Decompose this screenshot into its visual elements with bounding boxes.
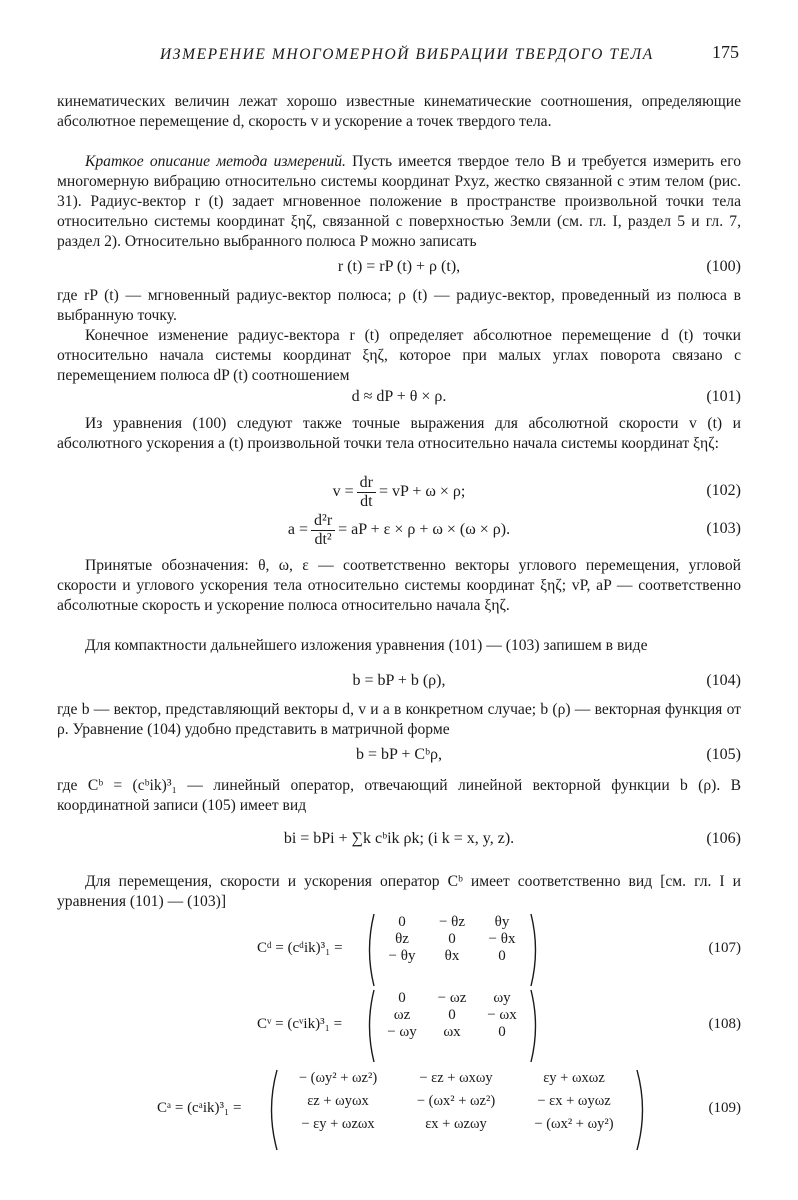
equation-100 (57, 256, 741, 282)
paragraph-method-description (57, 152, 741, 252)
equation-104 (57, 670, 741, 696)
equation-106-formula: bi = bPi + ∑k cᵇik ρk; (i k = x, y, z). (283, 830, 515, 847)
equation-104-number: (104) (706, 672, 741, 689)
equation-102 (57, 474, 741, 514)
equation-101-number: (101) (706, 388, 741, 405)
matrix-109-cell: − (ωy² + ωz²) (298, 1070, 378, 1086)
equation-103-rhs: = aP + ε × ρ + ω × (ω × ρ). (338, 521, 511, 539)
paragraph-linear-operator: где Cᵇ = (cᵇik)³₁ — линейный оператор, отвечающий линейной векторной функции b (ρ). В координатной записи (105) имеет вид (57, 777, 741, 814)
matrix-107-cell: θy (494, 914, 510, 930)
paragraph-displacement: Конечное изменение радиус-вектора r (t) определяет абсолютное перемещение d (t) точки относительно начала системы координат ξηζ, которое при малых углах поворота связано с перемещением полюса dP (t) соотношением (57, 327, 741, 384)
equation-106-number: (106) (706, 830, 741, 847)
matrix-107-cell: 0 (398, 914, 406, 930)
equation-103-numerator: d²r (311, 512, 335, 531)
equation-102-number: (102) (706, 482, 741, 499)
equation-102-lhs: v = (332, 483, 354, 501)
paragraph-compact-form: Для компактности дальнейшего изложения уравнения (101) — (103) запишем в виде (85, 637, 648, 654)
equation-103-lhs: a = (287, 521, 309, 539)
right-paren-icon (635, 1068, 649, 1152)
matrix-109-cell: εz + ωyωx (307, 1093, 369, 1109)
matrix-108-cell: ωz (393, 1007, 411, 1023)
method-lead-in: Краткое описание метода измерений. (85, 153, 346, 170)
right-paren-icon (529, 988, 541, 1064)
equation-100-formula: r (t) = rP (t) + ρ (t), (337, 258, 461, 275)
matrix-109-cell: − εz + ωxωy (419, 1070, 493, 1086)
equation-102-fraction (357, 474, 376, 511)
matrix-107-cell: 0 (448, 931, 456, 947)
right-paren-icon (529, 912, 541, 988)
equation-102-numerator: dr (357, 474, 376, 493)
equation-100-number: (100) (706, 258, 741, 275)
page-number: 175 (712, 42, 739, 62)
left-paren-icon (364, 912, 376, 988)
equation-109-number: (109) (708, 1100, 741, 1116)
matrix-108-cell: − ωx (487, 1007, 517, 1023)
matrix-108 (377, 990, 527, 1041)
matrix-108-cell: 0 (448, 1007, 456, 1023)
equation-108-lhs: Cᵛ = (cᵛik)³₁ = (257, 1016, 343, 1032)
matrix-107-cell: θz (395, 931, 409, 947)
matrix-108-cell: ωy (493, 990, 511, 1006)
equation-105-formula: b = bP + Cᵇρ, (356, 746, 442, 763)
equation-103-denominator: dt² (314, 531, 332, 548)
matrix-108-cell: − ωy (387, 1024, 417, 1040)
equation-101-formula: d ≈ dP + θ × ρ. (351, 388, 447, 405)
matrix-109-cell: − (ωx² + ωz²) (416, 1093, 496, 1109)
matrix-108-cell: 0 (398, 990, 406, 1006)
matrix-109 (279, 1070, 633, 1133)
equation-109 (57, 1068, 741, 1152)
matrix-108-cell: 0 (498, 1024, 506, 1040)
equation-106 (57, 828, 741, 862)
left-paren-icon (265, 1068, 279, 1152)
equation-107 (57, 912, 741, 988)
matrix-107-cell: − θy (388, 948, 416, 964)
matrix-109-cell: − εx + ωyωz (537, 1093, 611, 1109)
equation-108-number: (108) (708, 1016, 741, 1032)
method-text: Пусть имеется твердое тело B и требуется измерить его многомерную вибрацию относительно системы координат Pxyz, жестко связанной с этим телом (рис. 31). Радиус-вектор r (t) задает мгновенное положение в пространстве произвольной точки тела относительно системы координат ξηζ, связанной с поверхностью Земли (см. гл. I, раздел 5 и гл. 7, раздел 2). Относительно выбранного полюса P можно записать (57, 153, 741, 250)
equation-107-number: (107) (708, 940, 741, 956)
equation-102-denominator: dt (360, 493, 373, 510)
matrix-109-cell: − (ωx² + ωy²) (534, 1116, 614, 1132)
matrix-108-cell: ωx (443, 1024, 461, 1040)
matrix-109-cell: − εy + ωzωx (301, 1116, 375, 1132)
equation-108 (57, 988, 741, 1064)
matrix-108-cell: − ωz (437, 990, 467, 1006)
equation-103 (57, 512, 741, 552)
paragraph-vector-b: где b — вектор, представляющий векторы d, v и a в конкретном случае; b (ρ) — векторная функция от ρ. Уравнение (104) удобно представить в матричной форме (57, 701, 741, 738)
equation-105-number: (105) (706, 746, 741, 763)
paragraph-radius-vector: где rP (t) — мгновенный радиус-вектор полюса; ρ (t) — радиус-вектор, проведенный из полюса в выбранную точку. (57, 287, 741, 324)
matrix-109-cell: εx + ωzωy (425, 1116, 487, 1132)
matrix-109-cell: εy + ωxωz (543, 1070, 605, 1086)
paragraph-operator-forms: Для перемещения, скорости и ускорения оператор Cᵇ имеет соответственно вид [см. гл. I и уравнения (101) — (103)] (57, 873, 741, 910)
equation-102-rhs: = vP + ω × ρ; (379, 483, 466, 501)
matrix-107-cell: − θx (488, 931, 516, 947)
paragraph-kinematic-relations: кинематических величин лежат хорошо известные кинематические соотношения, определяющие абсолютное перемещение d, скорость v и ускорение a точек твердого тела. (57, 93, 741, 130)
equation-104-formula: b = bP + b (ρ), (352, 672, 446, 689)
equation-107-lhs: Cᵈ = (cᵈik)³₁ = (257, 940, 343, 956)
equation-101 (57, 386, 741, 412)
equation-109-lhs: Cᵃ = (cᵃik)³₁ = (157, 1100, 242, 1116)
paragraph-velocity-acceleration: Из уравнения (100) следуют также точные выражения для абсолютной скорости v (t) и абсолютного ускорения a (t) произвольной точки тела относительно начала системы координат ξηζ: (57, 415, 741, 452)
matrix-107-cell: θx (444, 948, 460, 964)
left-paren-icon (364, 988, 376, 1064)
matrix-107-cell: − θz (438, 914, 466, 930)
equation-105 (57, 744, 741, 770)
matrix-107 (377, 914, 527, 965)
equation-103-fraction (311, 512, 335, 549)
paragraph-notation: Принятые обозначения: θ, ω, ε — соответственно векторы углового перемещения, угловой скорости и углового ускорения тела относительно системы координат ξηζ; vP, aP — соответственно абсолютные скорость и ускорение полюса относительно начала ξηζ. (57, 557, 741, 614)
matrix-107-cell: 0 (498, 948, 506, 964)
running-title: ИЗМЕРЕНИЕ МНОГОМЕРНОЙ ВИБРАЦИИ ТВЕРДОГО ТЕЛА (160, 46, 654, 63)
equation-103-number: (103) (706, 520, 741, 537)
